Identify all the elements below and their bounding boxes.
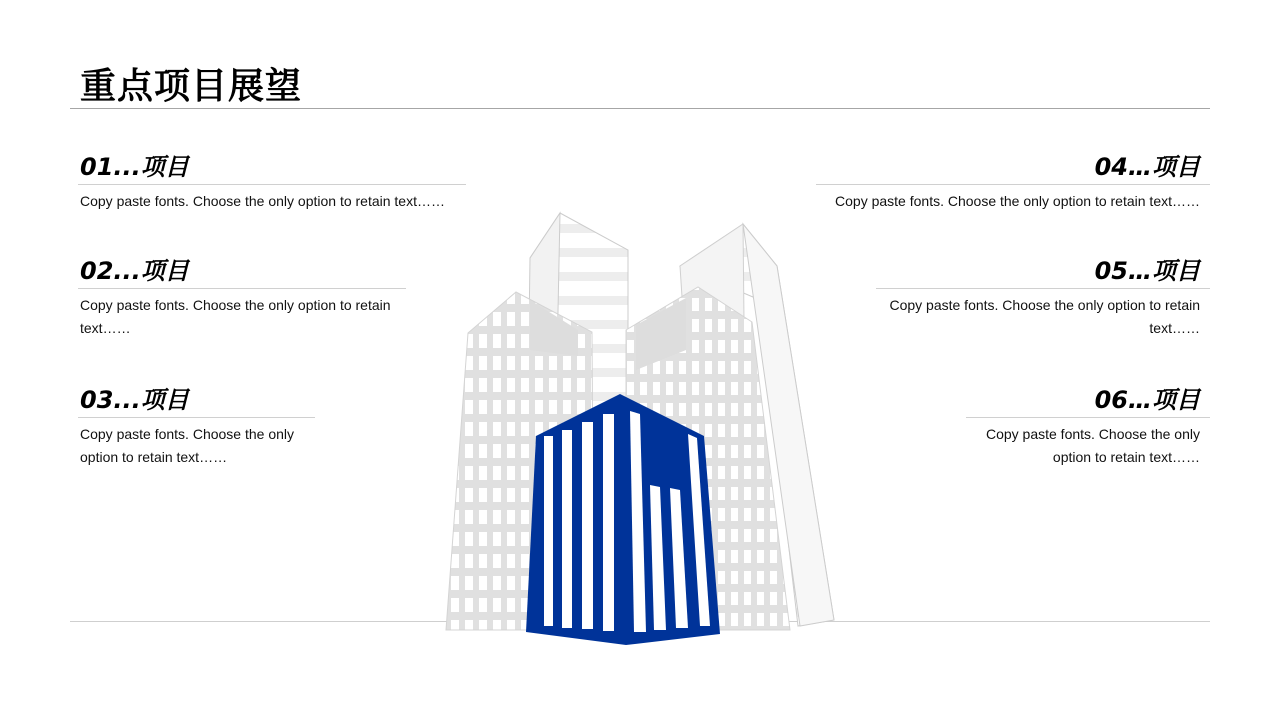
project-item-01	[78, 152, 466, 213]
project-heading: 06…项目	[966, 385, 1210, 418]
office-buildings-icon	[440, 205, 840, 650]
project-item-03	[78, 385, 315, 469]
project-heading: 05…项目	[876, 256, 1210, 289]
project-description: Copy paste fonts. Choose the only option to retain text……	[835, 193, 1200, 209]
project-item-02	[78, 256, 406, 340]
project-item-06	[966, 385, 1210, 469]
project-description: Copy paste fonts. Choose the only option to retain text……	[985, 426, 1200, 465]
project-description: Copy paste fonts. Choose the only option to retain text……	[80, 297, 391, 336]
project-description: Copy paste fonts. Choose the only option to retain text……	[889, 297, 1200, 336]
project-heading: 03...项目	[78, 385, 315, 418]
project-heading: 02...项目	[78, 256, 406, 289]
project-item-04	[816, 152, 1210, 213]
title-divider	[70, 108, 1210, 109]
project-heading: 04…项目	[816, 152, 1210, 185]
front-blue-building	[526, 394, 720, 645]
project-item-05	[876, 256, 1210, 340]
page-title: 重点项目展望	[80, 66, 303, 107]
project-heading: 01...项目	[78, 152, 466, 185]
project-description: Copy paste fonts. Choose the only option to retain text……	[80, 426, 295, 465]
project-description: Copy paste fonts. Choose the only option to retain text……	[80, 193, 445, 209]
